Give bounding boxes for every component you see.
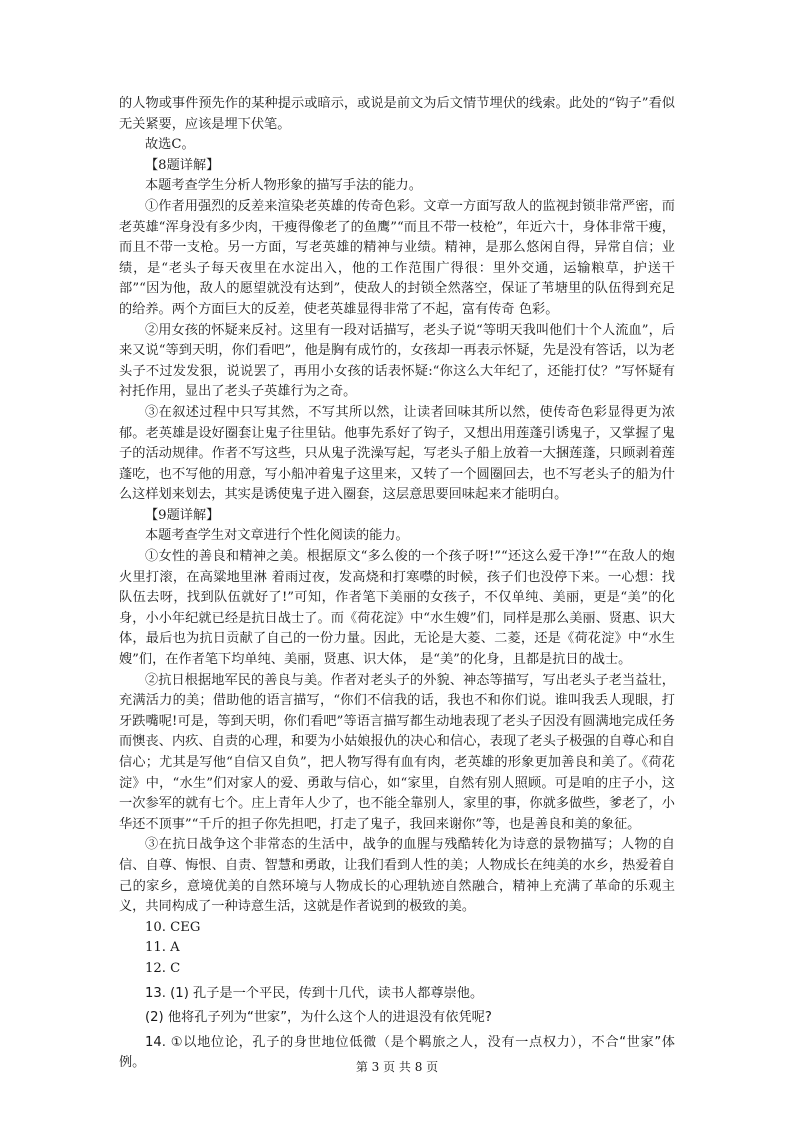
answer-line: 故选C。	[145, 137, 195, 153]
answer-line: 14. ①以地位论，孔子的身世地位低微（是个羁旅之人，没有一点权力），不合“世家”体例。	[119, 1034, 675, 1071]
section-heading: 【8题详解】	[145, 157, 220, 173]
paragraph: ①女性的善良和精神之美。根据原文“多么俊的一个孩子呀!”“还这么爱干净!”“在敌人的炮火里打滚，在高粱地里淋 着雨过夜，发高烧和打寒噤的时候，孩子们也没停下来。一心想：找队伍去呀，找到队伍就好了!”可知，作者笔下美丽的女孩子，不仅单纯、美丽，更是“美”的化身，小小年纪就已经是抗日战士了。而《荷花淀》中“水生嫂”们，同样是那么美丽、贤惠、识大体，最后也为抗日贡献了自己的一份力量。因此，无论是大菱、二菱，还是《荷花淀》中“水生嫂”们，在作者笔下均单纯、美丽，贤惠、识大体， 是“美”的化身，且都是抗日的战士。	[119, 549, 675, 668]
answer-line: 11. A	[145, 940, 180, 956]
paragraph: 本题考查学生对文章进行个性化阅读的能力。	[145, 528, 409, 544]
answer-line: 13. (1) 孔子是一个平民，传到十几代，读书人都尊崇他。	[145, 985, 484, 1001]
paragraph: 本题考查学生分析人物形象的描写手法的能力。	[145, 178, 422, 194]
answer-line: 10. CEG	[145, 919, 201, 935]
paragraph: ②用女孩的怀疑来反衬。这里有一段对话描写，老头子说“等明天我叫他们十个人流血”，后来又说“等到天明，你们看吧”，他是胸有成竹的，女孩却一再表示怀疑，先是没有答话，以为老头子不过发发狠，说说罢了，再用小女孩的话表怀疑:“你这么大年纪了，还能打仗？”写怀疑有衬托作用，显出了老头子英雄行为之奇。	[119, 322, 675, 400]
paragraph: ③在抗日战争这个非常态的生活中，战争的血腥与残酷转化为诗意的景物描写；人物的自信、自尊、悔恨、自责、智慧和勇敢，让我们看到人性的美；人物成长在纯美的水乡，热爱着自己的家乡，意境优美的自然环境与人物成长的心理轨迹自然融合，精神上充满了革命的乐观主义，共同构成了一种诗意生活，这就是作者说到的极致的美。	[119, 837, 675, 915]
section-heading: 【9题详解】	[145, 507, 220, 523]
paragraph: ①作者用强烈的反差来渲染老英雄的传奇色彩。文章一方面写敌人的监视封锁非常严密，而老英雄“浑身没有多少肉，干瘦得像老了的鱼鹰”“而且不带一枝枪”，年近六十，身体非常干瘦，而且不带一支枪。另一方面，写老英雄的精神与业绩。精神，是那么悠闲自得，异常自信；业绩，是“老头子每天夜里在水淀出入，他的工作范围广得很：里外交通，运输粮草，护送干部”“因为他，敌人的愿望就没有达到”，使敌人的封锁全然落空，保证了苇塘里的队伍得到充足的给养。两个方面巨大的反差，使老英雄显得非常了不起，富有传奇 色彩。	[119, 198, 675, 317]
answer-line: (2) 他将孔子列为“世家”，为什么这个人的进退没有依凭呢?	[145, 1010, 492, 1026]
paragraph: ②抗日根据地军民的善良与美。作者对老头子的外貌、神态等描写，写出老头子老当益壮，充满活力的美；借助他的语言描写，“你们不信我的话，我也不和你们说。谁叫我丢人现眼，打牙跌嘴呢!可是，等到天明，你们看吧”等语言描写都生动地表现了老头子因没有圆满地完成任务而懊丧、内疚、自责的心理，和要为小姑娘报仇的决心和信心，表现了老头子极强的自尊心和自信心；尤其是写他“自信又自负”，把人物写得有血有肉，老英雄的形象更加善良和美了。《荷花淀》中，“水生”们对家人的爱、勇敢与信心，如“家里，自然有别人照顾。可是咱的庄子小，这一次参军的就有七个。庄上青年人少了，也不能全靠别人，家里的事，你就多做些，爹老了，小华还不顶事”“千斤的担子你先担吧，打走了鬼子，我回来谢你”等，也是善良和美的象征。	[119, 672, 675, 832]
paragraph: 的人物或事件预先作的某种提示或暗示，或说是前文为后文情节埋伏的线索。此处的“钩子”看似无关紧要，应该是埋下伏笔。	[119, 96, 675, 132]
answer-line: 12. C	[145, 960, 181, 976]
paragraph: ③在叙述过程中只写其然，不写其所以然，让读者回味其所以然，使传奇色彩显得更为浓郁。老英雄是设好圈套让鬼子往里钻。他事先系好了钩子，又想出用莲蓬引诱鬼子，又掌握了鬼子的活动规律。作者不写这些，只从鬼子洗澡写起，写老头子船上放着一大捆莲蓬，只顾剥着莲蓬吃，也不写他的用意，写小船冲着鬼子这里来，又转了一个圆圈回去，也不写老头子的船为什么这样划来划去，其实是诱使鬼子进入圈套，这层意思要回味起来才能明白。	[119, 404, 675, 503]
document-body	[119, 94, 675, 1074]
page-footer: 第 3 页 共 8 页	[355, 1060, 439, 1074]
